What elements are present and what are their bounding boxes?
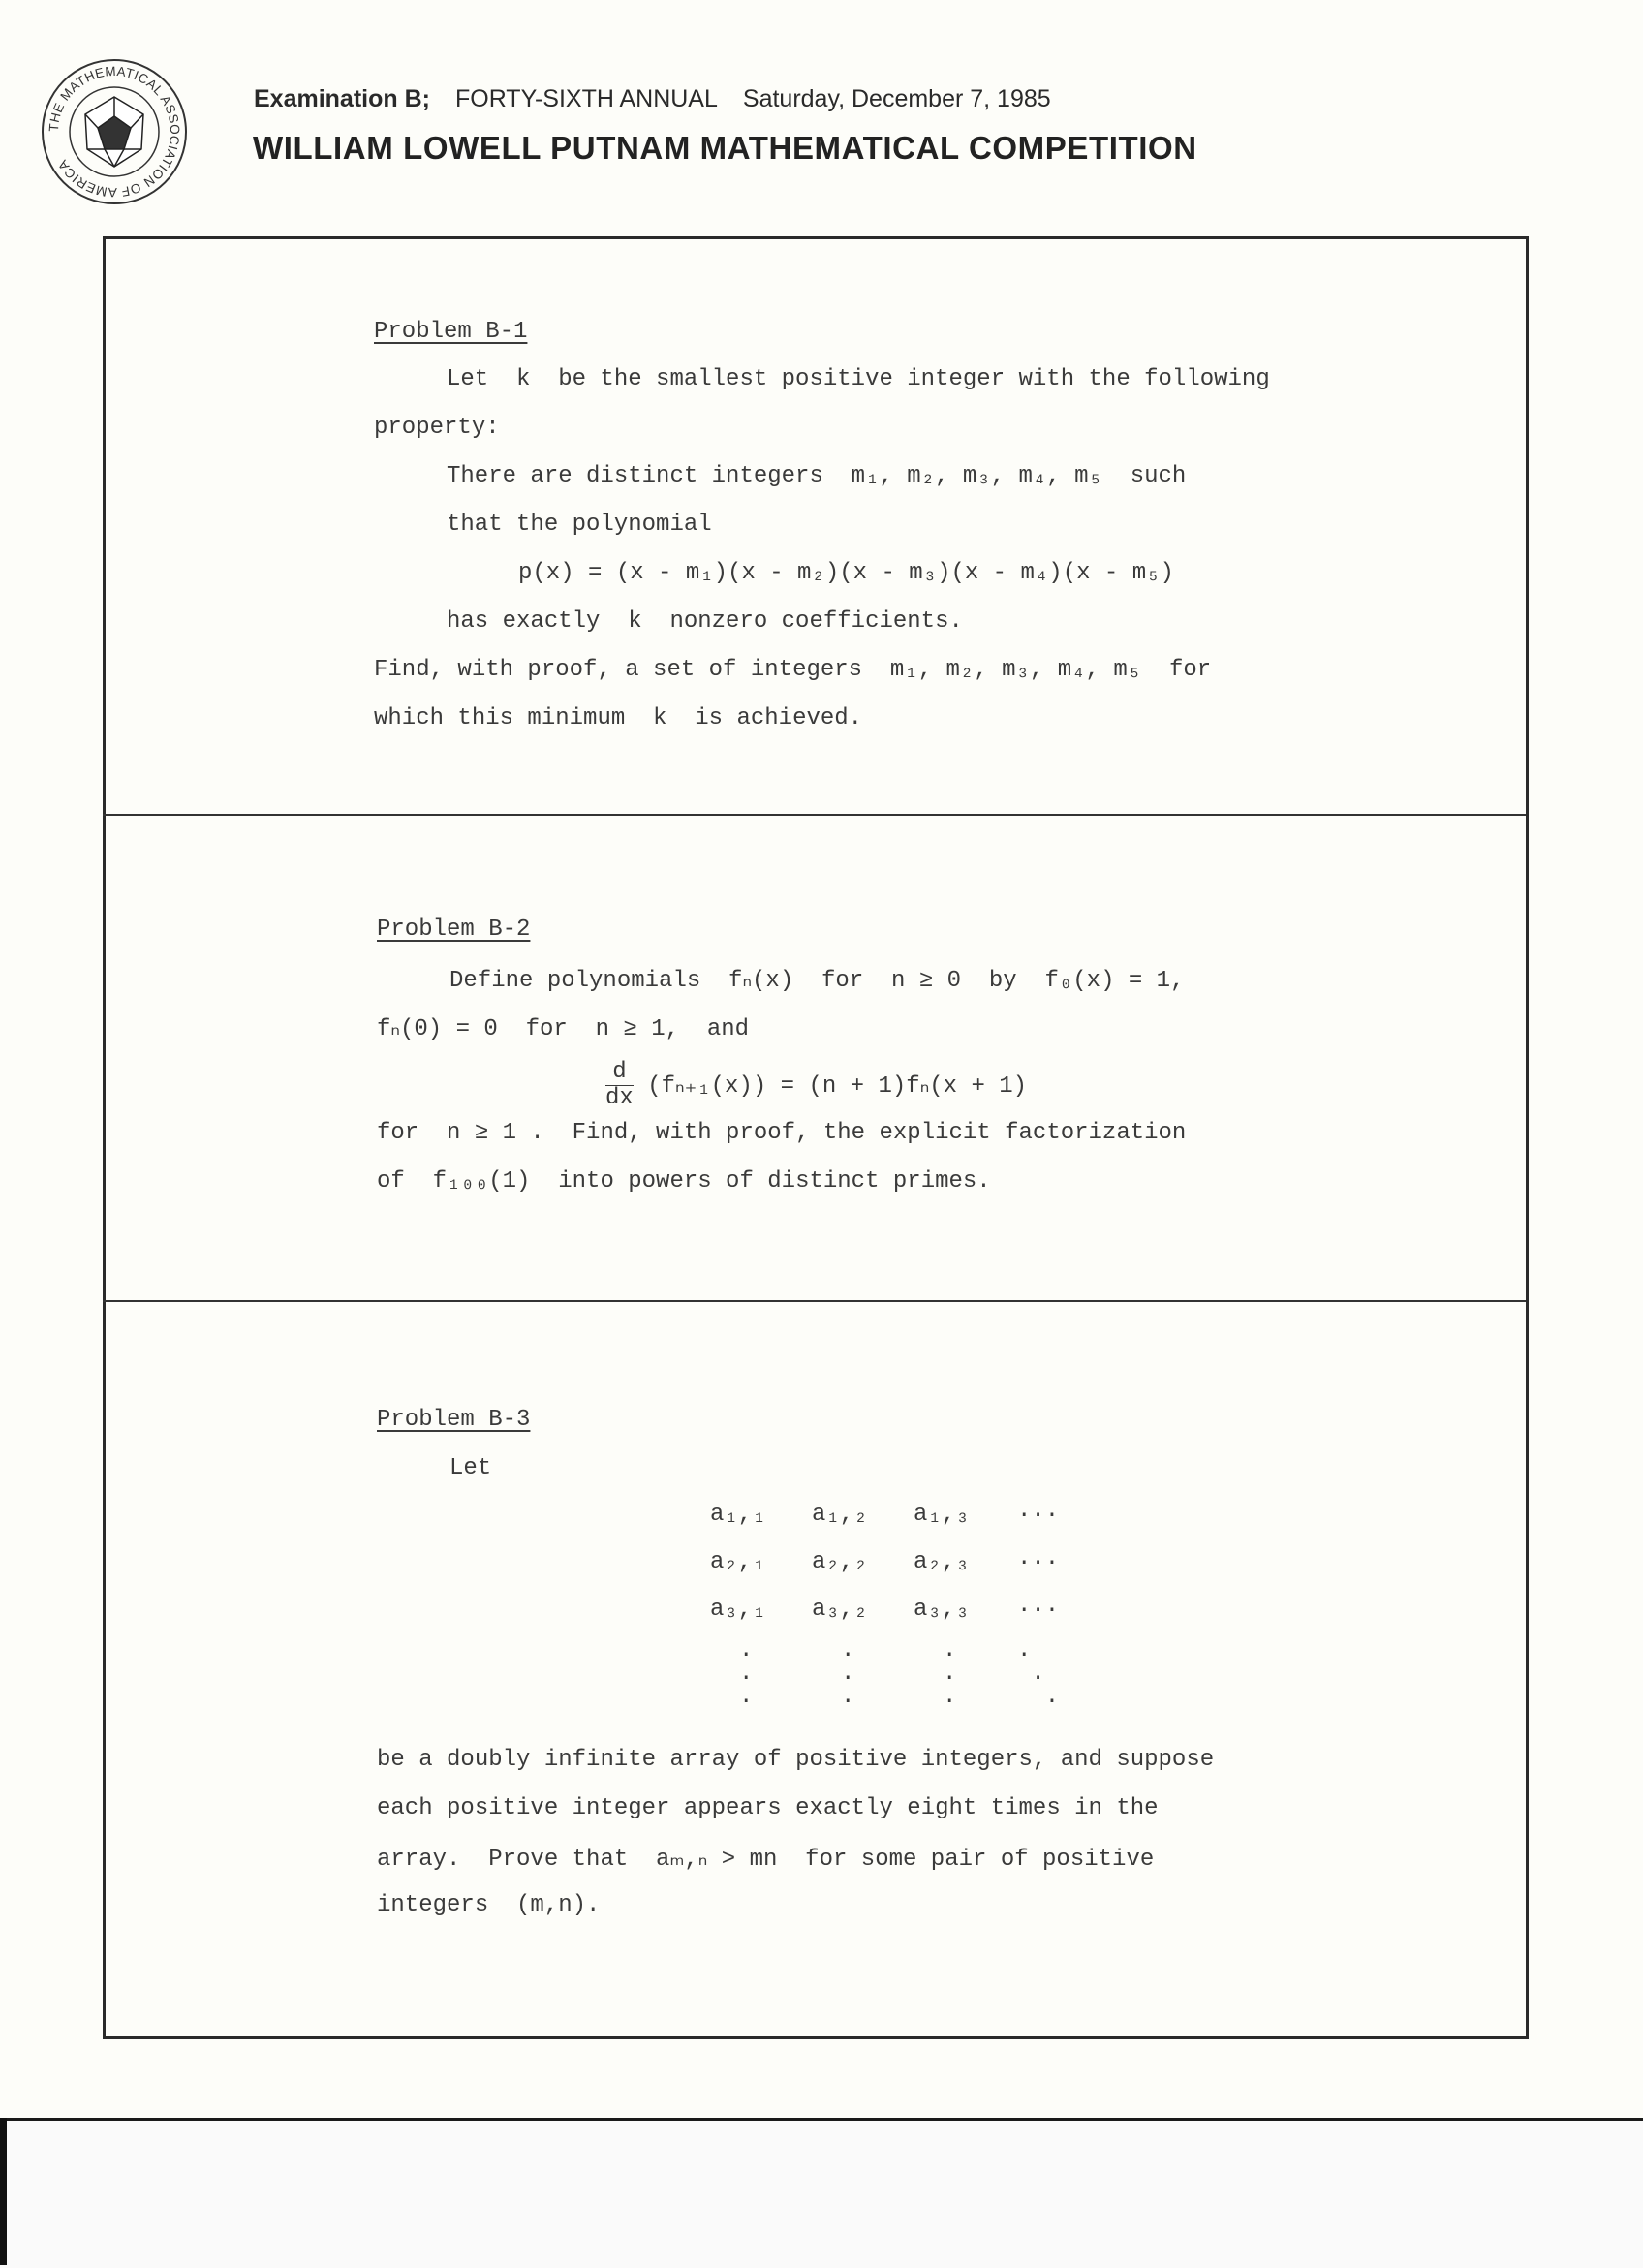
vertical-dots: . . . — [739, 1637, 754, 1710]
array-cell: a₂,₃ — [914, 1549, 970, 1575]
problem-b1-title: Problem B-1 — [374, 319, 528, 345]
problem-b3-line: array. Prove that aₘ,ₙ > mn for some pair of positive — [377, 1847, 1155, 1873]
derivative-equation: $\frac{d}{dx}$ (fₙ₊₁(x)) = (n + 1)fₙ(x + 1) — [605, 1059, 1028, 1111]
array-cell: a₂,₁ — [710, 1549, 766, 1575]
problem-b3-line: each positive integer appears exactly eight times in the — [377, 1795, 1159, 1821]
array-cell: a₃,₂ — [812, 1597, 868, 1623]
problem-b1-line: which this minimum k is achieved. — [374, 705, 863, 731]
divider-b1-b2 — [103, 814, 1526, 816]
diagonal-dots: . . . — [1017, 1637, 1060, 1710]
vertical-dots: . . . — [943, 1637, 957, 1710]
polynomial-equation: p(x) = (x - m₁)(x - m₂)(x - m₃)(x - m₄)(x - m₅) — [518, 560, 1174, 586]
vertical-dots: . . . — [841, 1637, 855, 1710]
m-list: m₁, m₂, m₃, m₄, m₅ — [851, 463, 1102, 489]
problem-b1-line: There are distinct integers m₁, m₂, m₃, m₄, m₅ such — [447, 463, 1187, 489]
problem-b2-title: Problem B-2 — [377, 917, 531, 943]
exam-header-line — [254, 85, 1051, 113]
array-ellipsis: ... — [1017, 1593, 1060, 1619]
array-cell: a₂,₂ — [812, 1549, 868, 1575]
array-cell: a₁,₁ — [710, 1502, 766, 1528]
problem-b3-line: integers (m,n). — [377, 1892, 601, 1918]
competition-title: WILLIAM LOWELL PUTNAM MATHEMATICAL COMPETITION — [253, 130, 1197, 166]
array-cell: a₃,₁ — [710, 1597, 766, 1623]
derivative-fraction: $\frac{d}{dx}$ — [605, 1059, 634, 1111]
array-ellipsis: ... — [1017, 1498, 1060, 1524]
problem-b3-title: Problem B-3 — [377, 1407, 531, 1433]
array-cell: a₁,₂ — [812, 1502, 868, 1528]
scan-bottom-margin — [0, 2118, 1643, 2268]
problem-b1-line: has exactly k nonzero coefficients. — [447, 608, 963, 635]
array-cell: a₁,₃ — [914, 1502, 970, 1528]
divider-b2-b3 — [103, 1300, 1526, 1302]
array-ellipsis: ... — [1017, 1545, 1060, 1571]
scan-edge — [0, 2118, 7, 2265]
problem-b2-line: for n ≥ 1 . Find, with proof, the explicit factorization — [377, 1120, 1187, 1146]
m-list: m₁, m₂, m₃, m₄, m₅ — [889, 657, 1142, 683]
problem-b1-line: Find, with proof, a set of integers m₁, m₂, m₃, m₄, m₅ for — [374, 657, 1212, 683]
annual-label: FORTY-SIXTH ANNUAL — [454, 85, 718, 112]
problem-b2-line: Define polynomials fₙ(x) for n ≥ 0 by f₀(x) = 1, — [450, 968, 1185, 994]
array-cell: a₃,₃ — [914, 1597, 970, 1623]
exam-label: Examination B; — [254, 85, 430, 112]
problem-b3-line: be a doubly infinite array of positive integers, and suppose — [377, 1747, 1215, 1773]
problem-b1-line: property: — [374, 415, 500, 441]
problem-b3-line: Let — [450, 1455, 492, 1481]
problem-b1-line: Let k be the smallest positive integer with the following — [447, 366, 1270, 392]
problem-b2-line: of f₁₀₀(1) into powers of distinct primes. — [377, 1168, 991, 1195]
problem-b1-line: that the polynomial — [447, 512, 712, 538]
svg-text:THE MATHEMATICAL ASSOCIATION O: THE MATHEMATICAL ASSOCIATION OF AMERICA — [46, 63, 183, 201]
maa-seal-logo — [39, 56, 190, 207]
exam-date: Saturday, December 7, 1985 — [742, 85, 1051, 112]
problem-b2-line: fₙ(0) = 0 for n ≥ 1, and — [377, 1016, 750, 1042]
